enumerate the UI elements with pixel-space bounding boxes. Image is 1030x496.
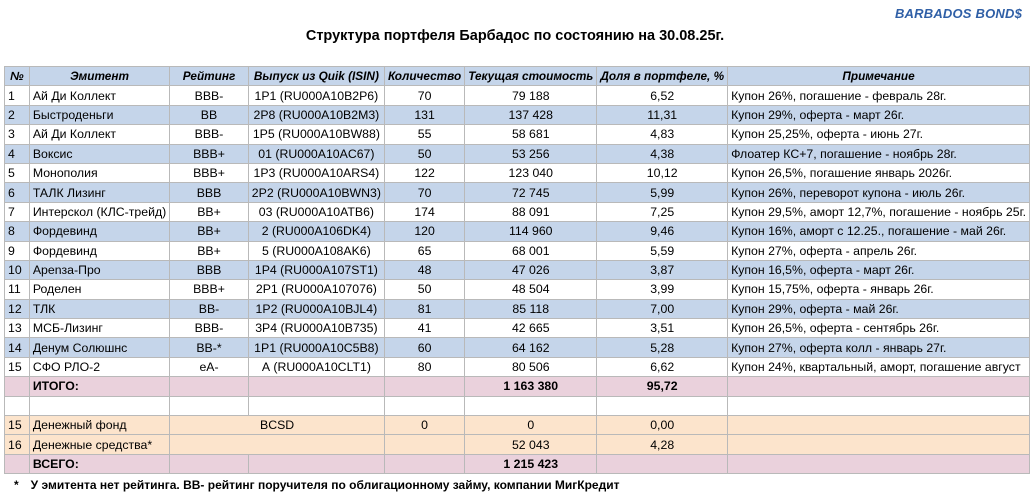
issue-cell[interactable]: 3P4 (RU000A10B735) — [248, 319, 384, 338]
table-row — [5, 299, 1030, 318]
share-cell[interactable]: 7,00 — [597, 299, 728, 318]
share-cell[interactable]: 7,25 — [597, 202, 728, 221]
cell[interactable] — [384, 454, 464, 473]
table-row — [5, 357, 1030, 376]
cell[interactable] — [248, 454, 384, 473]
rating-cell[interactable]: BBB — [170, 260, 249, 279]
cell[interactable] — [728, 454, 1030, 473]
header-row — [5, 67, 1030, 86]
value-cell[interactable]: 123 040 — [465, 163, 597, 182]
share-cell[interactable]: 10,12 — [597, 163, 728, 182]
issuer-cell[interactable]: Быстроденьги — [29, 105, 169, 124]
table-row — [5, 280, 1030, 299]
col-header-note[interactable]: Примечание — [728, 67, 1030, 86]
share-cell[interactable]: 4,38 — [597, 144, 728, 163]
note-cell[interactable]: Купон 15,75%, оферта - январь 26г. — [728, 280, 1030, 299]
share-cell[interactable]: 5,28 — [597, 338, 728, 357]
rating-cell[interactable]: BB+ — [170, 202, 249, 221]
cell[interactable] — [384, 396, 464, 415]
share-cell[interactable]: 5,99 — [597, 183, 728, 202]
issuer-cell[interactable]: ТАЛК Лизинг — [29, 183, 169, 202]
cash-value[interactable]: 0 — [465, 416, 597, 435]
row-num[interactable]: 7 — [5, 202, 30, 221]
row-num[interactable]: 13 — [5, 319, 30, 338]
cash-qty[interactable] — [384, 435, 464, 454]
row-num[interactable]: 2 — [5, 105, 30, 124]
qty-cell[interactable]: 55 — [384, 125, 464, 144]
cash-value[interactable]: 52 043 — [465, 435, 597, 454]
brand-logo: BARBADOS BOND$ — [894, 6, 1022, 21]
issuer-cell[interactable]: Интерскол (КЛС-трейд) — [29, 202, 169, 221]
issue-cell[interactable]: 1P1 (RU000A10B2P6) — [248, 86, 384, 105]
qty-cell[interactable]: 65 — [384, 241, 464, 260]
cell[interactable] — [29, 396, 169, 415]
qty-cell[interactable]: 50 — [384, 144, 464, 163]
cash-qty[interactable]: 0 — [384, 416, 464, 435]
value-cell[interactable]: 68 001 — [465, 241, 597, 260]
issuer-cell[interactable]: Фордевинд — [29, 241, 169, 260]
cell[interactable] — [5, 377, 30, 396]
value-cell[interactable]: 42 665 — [465, 319, 597, 338]
table-row — [5, 222, 1030, 241]
qty-cell[interactable]: 80 — [384, 357, 464, 376]
qty-cell[interactable]: 41 — [384, 319, 464, 338]
table-row — [5, 183, 1030, 202]
issuer-cell[interactable]: Фордевинд — [29, 222, 169, 241]
value-cell[interactable]: 88 091 — [465, 202, 597, 221]
spacer-row — [5, 396, 1030, 415]
cell[interactable] — [170, 377, 249, 396]
rating-cell[interactable]: BBB- — [170, 125, 249, 144]
issue-cell[interactable]: 1P1 (RU000A10C5B8) — [248, 338, 384, 357]
note-cell[interactable]: Купон 16%, аморт с 12.25., погашение - май 26г. — [728, 222, 1030, 241]
table-row — [5, 105, 1030, 124]
rating-cell[interactable]: BB- — [170, 299, 249, 318]
cell[interactable] — [728, 377, 1030, 396]
value-cell[interactable]: 58 681 — [465, 125, 597, 144]
note-cell[interactable]: Купон 26,5%, оферта - сентябрь 26г. — [728, 319, 1030, 338]
issue-cell[interactable]: 2P8 (RU000A10B2M3) — [248, 105, 384, 124]
share-cell[interactable]: 6,62 — [597, 357, 728, 376]
issue-cell[interactable]: 5 (RU000A108AK6) — [248, 241, 384, 260]
cell[interactable] — [597, 396, 728, 415]
rating-cell[interactable]: BBB+ — [170, 163, 249, 182]
note-cell[interactable]: Купон 16,5%, оферта - март 26г. — [728, 260, 1030, 279]
value-cell[interactable]: 47 026 — [465, 260, 597, 279]
value-cell[interactable]: 48 504 — [465, 280, 597, 299]
note-cell[interactable]: Купон 25,25%, оферта - июнь 27г. — [728, 125, 1030, 144]
qty-cell[interactable]: 174 — [384, 202, 464, 221]
cash-row-money — [5, 435, 1030, 454]
note-cell[interactable]: Купон 27%, оферта колл - январь 27г. — [728, 338, 1030, 357]
table-row — [5, 125, 1030, 144]
footnote — [14, 478, 619, 492]
issuer-cell[interactable]: МСБ-Лизинг — [29, 319, 169, 338]
issue-cell[interactable]: 1P5 (RU000A10BW88) — [248, 125, 384, 144]
value-cell[interactable]: 137 428 — [465, 105, 597, 124]
col-header-issue[interactable]: Выпуск из Quik (ISIN) — [248, 67, 384, 86]
cash-share[interactable]: 0,00 — [597, 416, 728, 435]
row-num[interactable]: 9 — [5, 241, 30, 260]
table-row — [5, 86, 1030, 105]
qty-cell[interactable]: 120 — [384, 222, 464, 241]
row-num[interactable]: 16 — [5, 435, 30, 454]
cell[interactable] — [728, 435, 1030, 454]
col-header-rating[interactable]: Рейтинг — [170, 67, 249, 86]
cell[interactable] — [248, 396, 384, 415]
row-num[interactable]: 1 — [5, 86, 30, 105]
row-num[interactable]: 8 — [5, 222, 30, 241]
qty-cell[interactable]: 50 — [384, 280, 464, 299]
share-cell[interactable]: 4,83 — [597, 125, 728, 144]
cell[interactable] — [170, 454, 249, 473]
cash-label[interactable]: Денежный фонд — [29, 416, 169, 435]
row-num[interactable]: 15 — [5, 416, 30, 435]
page-title: Структура портфеля Барбадос по состоянию на 30.08.25г. — [305, 28, 725, 44]
row-num[interactable]: 12 — [5, 299, 30, 318]
rating-cell[interactable]: BB+ — [170, 241, 249, 260]
rating-cell[interactable]: BB-* — [170, 338, 249, 357]
value-cell[interactable]: 53 256 — [465, 144, 597, 163]
table-row — [5, 202, 1030, 221]
share-cell[interactable]: 9,46 — [597, 222, 728, 241]
qty-cell[interactable]: 48 — [384, 260, 464, 279]
qty-cell[interactable]: 70 — [384, 86, 464, 105]
issue-cell[interactable]: 03 (RU000A10ATB6) — [248, 202, 384, 221]
value-cell[interactable]: 79 188 — [465, 86, 597, 105]
qty-cell[interactable]: 70 — [384, 183, 464, 202]
share-cell[interactable]: 11,31 — [597, 105, 728, 124]
cell[interactable] — [465, 396, 597, 415]
issuer-cell[interactable]: Ай Ди Коллект — [29, 125, 169, 144]
row-num[interactable]: 11 — [5, 280, 30, 299]
cell[interactable] — [5, 396, 30, 415]
table-row — [5, 163, 1030, 182]
portfolio-table — [4, 66, 1030, 474]
note-cell[interactable]: Купон 29%, оферта - май 26г. — [728, 299, 1030, 318]
cash-share[interactable]: 4,28 — [597, 435, 728, 454]
row-num[interactable]: 4 — [5, 144, 30, 163]
row-num[interactable]: 5 — [5, 163, 30, 182]
note-cell[interactable]: Купон 29,5%, аморт 12,7%, погашение - ноябрь 25г. — [728, 202, 1030, 221]
rating-cell[interactable]: BBB+ — [170, 280, 249, 299]
row-num[interactable]: 10 — [5, 260, 30, 279]
cash-label[interactable]: Денежные средства* — [29, 435, 169, 454]
issuer-cell[interactable]: ТЛК — [29, 299, 169, 318]
share-cell[interactable]: 3,99 — [597, 280, 728, 299]
table-row — [5, 144, 1030, 163]
col-header-num[interactable]: № — [5, 67, 30, 86]
rating-cell[interactable]: BBB+ — [170, 144, 249, 163]
qty-cell[interactable]: 131 — [384, 105, 464, 124]
share-cell[interactable]: 5,59 — [597, 241, 728, 260]
row-num[interactable]: 15 — [5, 357, 30, 376]
note-cell[interactable]: Купон 29%, оферта - март 26г. — [728, 105, 1030, 124]
share-cell[interactable]: 3,51 — [597, 319, 728, 338]
col-header-share[interactable]: Доля в портфеле, % — [597, 67, 728, 86]
table-row — [5, 260, 1030, 279]
issue-cell[interactable]: 1P3 (RU000A10ARS4) — [248, 163, 384, 182]
grand-label[interactable]: ВСЕГО: — [29, 454, 169, 473]
issuer-cell[interactable]: Ай Ди Коллект — [29, 86, 169, 105]
col-header-value[interactable]: Текущая стоимость — [465, 67, 597, 86]
value-cell[interactable]: 80 506 — [465, 357, 597, 376]
qty-cell[interactable]: 81 — [384, 299, 464, 318]
rating-cell[interactable]: BB+ — [170, 222, 249, 241]
value-cell[interactable]: 64 162 — [465, 338, 597, 357]
issuer-cell[interactable]: Воксис — [29, 144, 169, 163]
cash-issue[interactable] — [170, 435, 385, 454]
rating-cell[interactable]: eA- — [170, 357, 249, 376]
share-cell[interactable]: 3,87 — [597, 260, 728, 279]
issuer-cell[interactable]: Роделен — [29, 280, 169, 299]
note-cell[interactable]: Купон 27%, оферта - апрель 26г. — [728, 241, 1030, 260]
col-header-issuer[interactable]: Эмитент — [29, 67, 169, 86]
total-row — [5, 377, 1030, 396]
value-cell[interactable]: 72 745 — [465, 183, 597, 202]
cell[interactable] — [728, 416, 1030, 435]
grand-value[interactable]: 1 215 423 — [465, 454, 597, 473]
footnote-star: * — [14, 478, 19, 492]
cash-issue[interactable]: BCSD — [170, 416, 385, 435]
total-share[interactable]: 95,72 — [597, 377, 728, 396]
issue-cell[interactable]: 2P1 (RU000A107076) — [248, 280, 384, 299]
qty-cell[interactable]: 60 — [384, 338, 464, 357]
cell[interactable] — [597, 454, 728, 473]
issue-cell[interactable]: 2 (RU000A106DK4) — [248, 222, 384, 241]
table-row — [5, 338, 1030, 357]
issue-cell[interactable]: 01 (RU000A10AC67) — [248, 144, 384, 163]
cell[interactable] — [5, 454, 30, 473]
table-row — [5, 319, 1030, 338]
note-cell[interactable]: Флоатер КС+7, погашение - ноябрь 28г. — [728, 144, 1030, 163]
row-num[interactable]: 3 — [5, 125, 30, 144]
cash-row-fund — [5, 416, 1030, 435]
value-cell[interactable]: 85 118 — [465, 299, 597, 318]
issuer-cell[interactable]: Ареnза-Про — [29, 260, 169, 279]
note-cell[interactable]: Купон 26%, погашение - февраль 28г. — [728, 86, 1030, 105]
bond-rows — [5, 86, 1030, 377]
table-row — [5, 241, 1030, 260]
issuer-cell[interactable]: Денум Солюшнс — [29, 338, 169, 357]
issuer-cell[interactable]: СФО РЛО-2 — [29, 357, 169, 376]
note-cell[interactable]: Купон 24%, квартальный, аморт, погашение август — [728, 357, 1030, 376]
cell[interactable] — [384, 377, 464, 396]
row-num[interactable]: 14 — [5, 338, 30, 357]
note-cell[interactable]: Купон 26%, переворот купона - июль 26г. — [728, 183, 1030, 202]
share-cell[interactable]: 6,52 — [597, 86, 728, 105]
cell[interactable] — [248, 377, 384, 396]
issue-cell[interactable]: 1P2 (RU000A10BJL4) — [248, 299, 384, 318]
footnote-text: У эмитента нет рейтинга. BB- рейтинг поручителя по облигационному займу, компании МигКредит — [30, 478, 620, 492]
qty-cell[interactable]: 122 — [384, 163, 464, 182]
col-header-qty[interactable]: Количество — [384, 67, 464, 86]
cell[interactable] — [728, 396, 1030, 415]
rating-cell[interactable]: BBB- — [170, 86, 249, 105]
issuer-cell[interactable]: Монополия — [29, 163, 169, 182]
issue-cell[interactable]: А (RU000A10CLT1) — [248, 357, 384, 376]
total-label[interactable]: ИТОГО: — [29, 377, 169, 396]
grand-total-row — [5, 454, 1030, 473]
cell[interactable] — [170, 396, 249, 415]
row-num[interactable]: 6 — [5, 183, 30, 202]
rating-cell[interactable]: BB — [170, 105, 249, 124]
value-cell[interactable]: 114 960 — [465, 222, 597, 241]
rating-cell[interactable]: BBB — [170, 183, 249, 202]
rating-cell[interactable]: BBB- — [170, 319, 249, 338]
issue-cell[interactable]: 2P2 (RU000A10BWN3) — [248, 183, 384, 202]
total-value[interactable]: 1 163 380 — [465, 377, 597, 396]
issue-cell[interactable]: 1P4 (RU000A107ST1) — [248, 260, 384, 279]
note-cell[interactable]: Купон 26,5%, погашение январь 2026г. — [728, 163, 1030, 182]
